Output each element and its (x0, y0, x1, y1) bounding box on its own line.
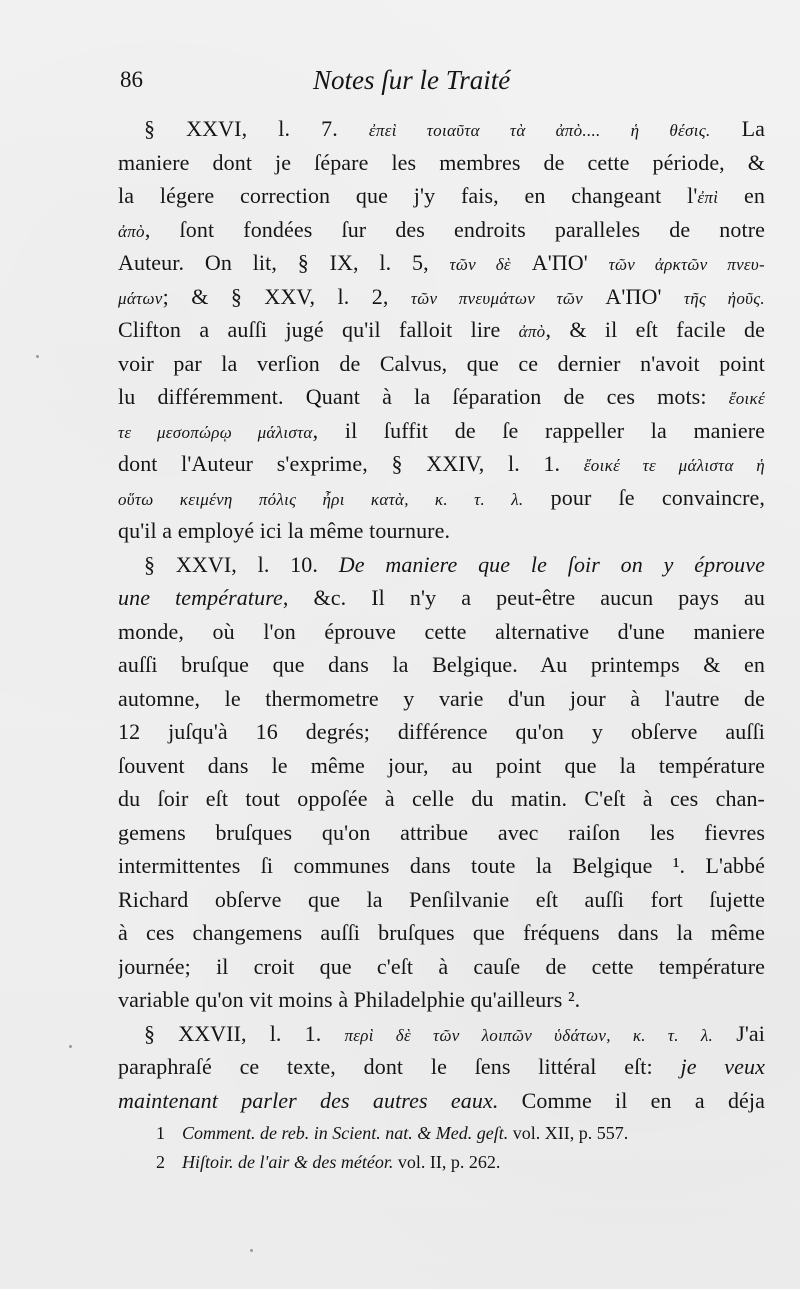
page-number: 86 (120, 67, 143, 92)
text-line (118, 179, 765, 213)
text-line (118, 548, 765, 582)
text-run: la légere correction que j'y fais, en changeant l' (118, 183, 698, 208)
footnotes (156, 1119, 776, 1177)
greek-quotation: τῆς ἠοῦς. (683, 288, 765, 308)
text-run: intermittentes ſi communes dans toute la Belgique ¹. L'abbé (118, 853, 765, 878)
text-line (118, 682, 765, 716)
text-run: variable qu'on vit moins à Philadelphie qu'ailleurs ². (118, 987, 581, 1012)
page-header (120, 65, 760, 105)
greek-quotation: τε μεσοπώρῳ μάλιστα (118, 422, 313, 442)
footnote (156, 1119, 776, 1148)
footnote-number: 1 (156, 1123, 165, 1143)
text-run: paraphraſé ce texte, dont le ſens littéral eſt: (118, 1054, 681, 1079)
greek-quotation: μάτων (118, 288, 163, 308)
text-run: pour ſe convaincre, (523, 484, 765, 510)
text-line (118, 347, 765, 381)
text-line (118, 782, 765, 816)
text-line (118, 514, 765, 548)
text-run: J'ai (713, 1020, 765, 1046)
italic-text: une température (118, 585, 283, 610)
italic-text: maintenant parler des autres eaux. (118, 1087, 499, 1113)
greek-quotation: ἀπὸ (518, 322, 546, 341)
text-line (118, 447, 765, 481)
text-run: en (718, 183, 765, 208)
text-run: , & il eſt facile de (545, 317, 765, 342)
greek-quotation: περὶ δὲ τῶν λοιπῶν ὑδάτων, κ. τ. λ. (344, 1025, 714, 1045)
text-line (118, 816, 765, 850)
footnote-citation-title: Comment. de reb. in Scient. nat. & Med. geſt. (182, 1123, 509, 1143)
greek-quotation: οὕτω κειμένη πόλις ἦρι κατὰ, κ. τ. λ. (118, 489, 524, 509)
text-run: maniere dont je ſépare les membres de cette période, & (118, 149, 765, 175)
footnote-reference: vol. XII, p. 557. (508, 1123, 629, 1143)
paper-speck (36, 355, 39, 358)
text-line (118, 146, 765, 180)
text-line (118, 950, 765, 984)
greek-quotation: ἐπεὶ τοιαῦτα τὰ ἀπὸ.... ἡ θέσις. (368, 121, 711, 140)
text-line (118, 916, 765, 950)
text-run: ſouvent dans le même jour, au point que la température (118, 752, 765, 778)
text-run: , ſont fondées ſur des endroits paralleles de notre (144, 216, 765, 242)
paper-speck (250, 1249, 253, 1252)
footnote-citation-title: Hiſtoir. de l'air & des météor. (182, 1152, 394, 1172)
text-run: du ſoir eſt tout oppoſée à celle du matin. C'eſt à ces chan- (118, 786, 765, 811)
text-line (118, 280, 765, 314)
text-run: journée; il croit que c'eſt à cauſe de cette température (118, 953, 765, 979)
text-line (118, 749, 765, 783)
text-line (118, 112, 765, 146)
text-line (118, 481, 765, 515)
text-line (118, 1017, 765, 1051)
text-line (118, 648, 765, 682)
greek-quotation: ἔοικέ (728, 389, 765, 408)
greek-quotation: ἀπὸ (118, 221, 145, 241)
text-run: dont l'Auteur s'exprime, § XXIV, l. 1. (118, 451, 584, 476)
text-line (118, 581, 765, 615)
text-line (118, 380, 765, 414)
greek-quotation: τῶν πνευμάτων τῶν (410, 288, 583, 308)
text-line (118, 213, 765, 247)
text-run: § XXVI, l. 7. (144, 116, 369, 141)
text-line (118, 1050, 765, 1084)
text-line (118, 1084, 765, 1118)
text-line (118, 849, 765, 883)
text-run: § XXVI, l. 10. (144, 551, 339, 577)
text-run: auſſi bruſque que dans la Belgique. Au printemps & en (118, 652, 765, 677)
text-line (118, 313, 765, 347)
main-text (118, 112, 765, 1117)
footnote (156, 1148, 776, 1177)
text-run: Comme il en a déja (498, 1087, 765, 1113)
paper-speck (69, 1045, 72, 1048)
text-run: A'ΠΟ' (583, 283, 684, 309)
text-line (118, 983, 765, 1017)
running-title: Notes ſur le Traité (313, 65, 511, 95)
italic-text: De maniere que le ſoir on y éprouve (338, 551, 765, 577)
text-run: gemens bruſques qu'on attribue avec raiſon les fievres (118, 819, 765, 845)
text-run: A'ΠΟ' (510, 250, 609, 275)
text-line (118, 715, 765, 749)
text-run: , il ſuffit de ſe rappeller la maniere (312, 417, 765, 443)
text-run: Auteur. On lit, § IX, l. 5, (118, 250, 450, 275)
text-run: , &c. Il n'y a peut-être aucun pays au (282, 585, 765, 610)
text-line (118, 615, 765, 649)
text-run: automne, le thermometre y varie d'un jour à l'autre de (118, 685, 765, 711)
text-run: Clifton a auſſi jugé qu'il falloit lire (118, 317, 519, 342)
text-run: qu'il a employé ici la même tournure. (118, 518, 451, 543)
text-line (118, 414, 765, 448)
italic-text: je veux (680, 1054, 765, 1079)
footnote-number: 2 (156, 1152, 165, 1172)
text-line (118, 883, 765, 917)
text-run: 12 juſqu'à 16 degrés; différence qu'on y obſerve auſſi (118, 719, 765, 744)
text-run: monde, où l'on éprouve cette alternative d'une maniere (118, 618, 765, 644)
text-run: ; & § XXV, l. 2, (162, 283, 411, 309)
greek-quotation: τῶν ἀρκτῶν πνευ- (608, 255, 765, 274)
text-run: La (710, 116, 765, 141)
text-run: § XXVII, l. 1. (144, 1020, 345, 1046)
greek-quotation: τῶν δὲ (449, 255, 511, 274)
text-line (118, 246, 765, 280)
greek-quotation: ἐπὶ (697, 188, 719, 207)
text-run: à ces changemens auſſi bruſques que fréquens dans la même (118, 920, 765, 945)
text-run: lu différemment. Quant à la ſéparation de ces mots: (118, 384, 729, 409)
text-run: voir par la verſion de Calvus, que ce dernier n'avoit point (118, 350, 765, 376)
footnote-reference: vol. II, p. 262. (393, 1152, 501, 1172)
text-run: Richard obſerve que la Penſilvanie eſt auſſi fort ſujette (118, 886, 765, 912)
greek-quotation: ἔοικέ τε μάλιστα ἡ (583, 456, 765, 475)
